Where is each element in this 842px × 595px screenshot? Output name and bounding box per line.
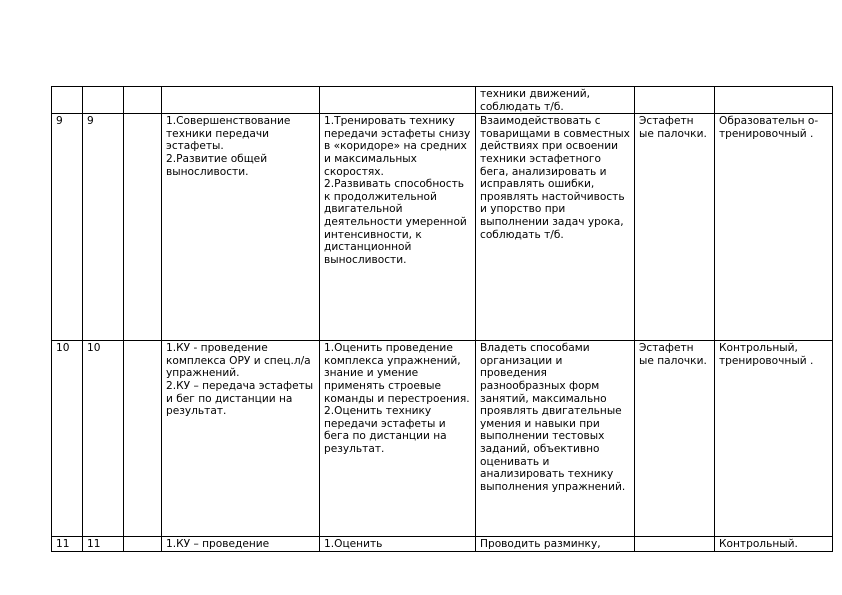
goals-cell: 1.Оценить xyxy=(320,537,476,552)
uud-cell: Проводить разминку, xyxy=(476,537,635,552)
topic-cell: 1.КУ – проведение xyxy=(162,537,320,552)
lesson-number-cell: 11 xyxy=(83,537,124,552)
lesson-type-cell: Образовательн о-тренировочный . xyxy=(715,114,833,341)
equipment-cell: Эстафетн ые палочки. xyxy=(635,341,715,537)
goals-cell xyxy=(320,87,476,114)
date-cell xyxy=(124,87,162,114)
lesson-type-cell: Контрольный. xyxy=(715,537,833,552)
lesson-number-cell: 9 xyxy=(83,114,124,341)
lesson-number-cell: 10 xyxy=(52,341,83,537)
table-row xyxy=(52,87,833,114)
lesson-type-cell: Контрольный, тренировочный . xyxy=(715,341,833,537)
uud-cell: техники движений, соблюдать т/б. xyxy=(476,87,635,114)
topic-cell: 1.КУ - проведение комплекса ОРУ и спец.л/а упражнений. 2.КУ – передача эстафеты и бег по дистанции на результат. xyxy=(162,341,320,537)
date-cell xyxy=(124,341,162,537)
date-cell xyxy=(124,114,162,341)
table-row xyxy=(52,341,833,537)
goals-cell: 1.Тренировать технику передачи эстафеты снизу в «коридоре» на средних и максимальных скоростях. 2.Развивать способность к продолжительной двигательной деятельности умеренной интенсивности, к дистанционной выносливости. xyxy=(320,114,476,341)
uud-cell: Взаимодействовать с товарищами в совместных действиях при освоении техники эстафетного бега, анализировать и исправлять ошибки, проявлять настойчивость и упорство при выполнении задач урока, соблюдать т/б. xyxy=(476,114,635,341)
lesson-plan-table xyxy=(51,86,833,552)
equipment-cell xyxy=(635,537,715,552)
equipment-cell xyxy=(635,87,715,114)
goals-cell: 1.Оценить проведение комплекса упражнений, знание и умение применять строевые команды и перестроения. 2.Оценить технику передачи эстафеты и бега по дистанции на результат. xyxy=(320,341,476,537)
table-row xyxy=(52,114,833,341)
lesson-number-cell: 11 xyxy=(52,537,83,552)
lesson-type-cell xyxy=(715,87,833,114)
lesson-number-cell: 10 xyxy=(83,341,124,537)
table-row xyxy=(52,537,833,552)
lesson-number-cell: 9 xyxy=(52,114,83,341)
equipment-cell: Эстафетн ые палочки. xyxy=(635,114,715,341)
topic-cell: 1.Совершенствование техники передачи эстафеты. 2.Развитие общей выносливости. xyxy=(162,114,320,341)
uud-cell: Владеть способами организации и проведения разнообразных форм занятий, максимально проявлять двигательные умения и навыки при выполнении тестовых заданий, объективно оценивать и анализировать технику выполнения упражнений. xyxy=(476,341,635,537)
lesson-number-cell xyxy=(83,87,124,114)
lesson-number-cell xyxy=(52,87,83,114)
topic-cell xyxy=(162,87,320,114)
date-cell xyxy=(124,537,162,552)
